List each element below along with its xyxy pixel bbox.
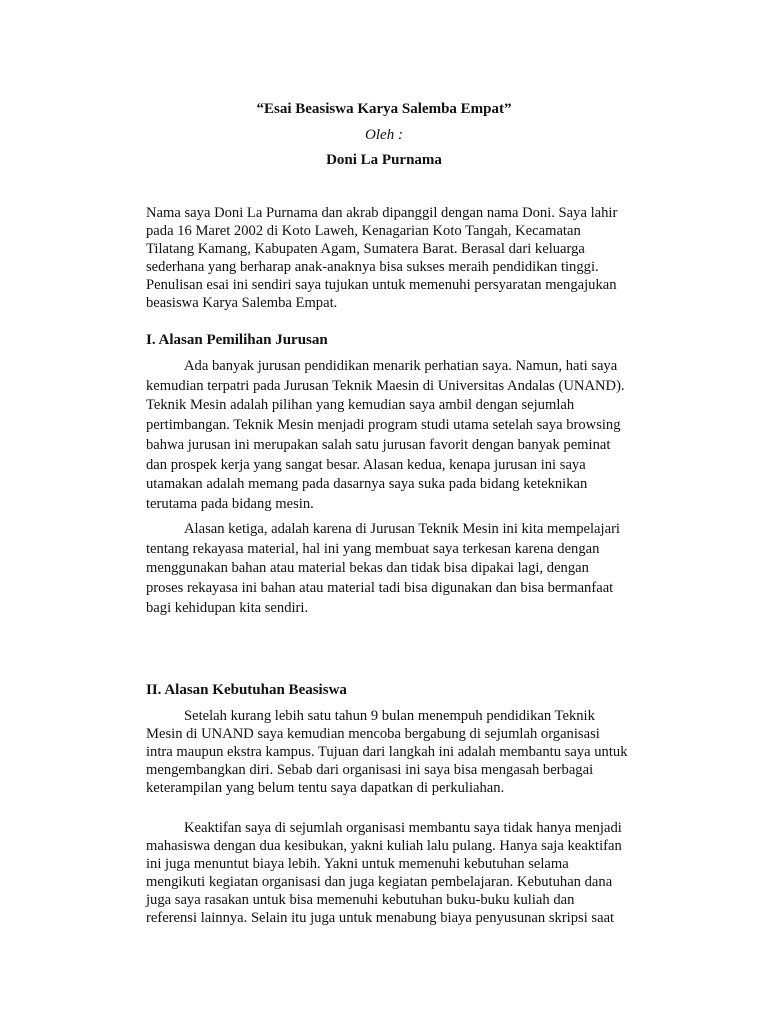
paragraph-line: dan prospek kerja yang sangat besar. Alasan kedua, kenapa jurusan ini saya	[146, 456, 586, 473]
paragraph-line: Alasan ketiga, adalah karena di Jurusan Teknik Mesin ini kita mempelajari	[184, 521, 620, 537]
section-2-paragraph-2	[146, 819, 666, 928]
paragraph-line: proses rekayasa ini bahan atau material tadi bisa digunakan dan bisa bermanfaat	[146, 580, 614, 597]
paragraph-line: mengembangkan diri. Sebab dari organisasi ini saya bisa mengasah berbagai	[146, 762, 594, 779]
intro-line: Nama saya Doni La Purnama dan akrab dipanggil dengan nama Doni. Saya lahir	[146, 205, 618, 221]
section-2-paragraph-1	[146, 707, 666, 797]
paragraph-line: bahwa jurusan ini merupakan salah satu jurusan favorit dengan banyak peminat	[146, 436, 611, 453]
document-title: “Esai Beasiswa Karya Salemba Empat”	[256, 101, 512, 117]
paragraph-line: mengikuti kegiatan organisasi dan juga kegiatan pembelajaran. Kebutuhan dana	[146, 874, 613, 891]
paragraph-line: juga saya rasakan untuk bisa memenuhi kebutuhan buku-buku kuliah dan	[146, 892, 575, 909]
paragraph-line: tentang rekayasa material, hal ini yang membuat saya terkesan karena dengan	[146, 540, 600, 557]
intro-line: beasiswa Karya Salemba Empat.	[146, 295, 338, 312]
paragraph-line: referensi lainnya. Selain itu juga untuk menabung biaya penyusunan skripsi saat	[146, 910, 615, 927]
intro-paragraph	[146, 204, 666, 313]
section-1-paragraph-1	[146, 357, 666, 515]
paragraph-line: Setelah kurang lebih satu tahun 9 bulan menempuh pendidikan Teknik	[184, 708, 595, 724]
paragraph-line: ini juga menuntut biaya lebih. Yakni untuk memenuhi kebutuhan selama	[146, 856, 569, 873]
paragraph-line: bagi kehidupan kita sendiri.	[146, 599, 309, 616]
intro-line: pada 16 Maret 2002 di Koto Laweh, Kenagarian Koto Tangah, Kecamatan	[146, 223, 581, 240]
byline-label: Oleh :	[365, 127, 403, 143]
paragraph-line: Keaktifan saya di sejumlah organisasi membantu saya tidak hanya menjadi	[184, 820, 622, 836]
paragraph-line: menggunakan bahan atau material bekas dan tidak bisa dipakai lagi, dengan	[146, 560, 589, 577]
author-name: Doni La Purnama	[326, 152, 442, 168]
paragraph-line: utamakan adalah memang pada dasarnya saya suka pada bidang keteknikan	[146, 476, 588, 493]
section-heading-1: I. Alasan Pemilihan Jurusan	[146, 332, 328, 348]
paragraph-line: Mesin di UNAND saya kemudian mencoba bergabung di sejumlah organisasi	[146, 726, 600, 743]
section-1-paragraph-2	[146, 520, 666, 619]
paragraph-line: pertimbangan. Teknik Mesin menjadi program studi utama setelah saya browsing	[146, 417, 621, 434]
paragraph-line: intra maupun ekstra kampus. Tujuan dari langkah ini adalah membantu saya untuk	[146, 744, 628, 761]
intro-line: Penulisan esai ini sendiri saya tujukan untuk memenuhi persyaratan mengajukan	[146, 277, 617, 294]
paragraph-line: keterampilan yang belum tentu saya dapatkan di perkuliahan.	[146, 780, 505, 797]
intro-line: Tilatang Kamang, Kabupaten Agam, Sumatera Barat. Berasal dari keluarga	[146, 241, 585, 258]
paragraph-line: kemudian terpatri pada Jurusan Teknik Maesin di Universitas Andalas (UNAND).	[146, 377, 625, 394]
paragraph-line: Teknik Mesin adalah pilihan yang kemudian saya ambil dengan sejumlah	[146, 397, 575, 414]
intro-line: sederhana yang berharap anak-anaknya bisa sukses meraih pendidikan tinggi.	[146, 259, 599, 276]
paragraph-line: Ada banyak jurusan pendidikan menarik perhatian saya. Namun, hati saya	[184, 358, 618, 374]
paragraph-line: mahasiswa dengan dua kesibukan, yakni kuliah lalu pulang. Hanya saja keaktifan	[146, 838, 622, 855]
paragraph-line: terutama pada bidang mesin.	[146, 495, 314, 512]
section-heading-2: II. Alasan Kebutuhan Beasiswa	[146, 682, 347, 698]
